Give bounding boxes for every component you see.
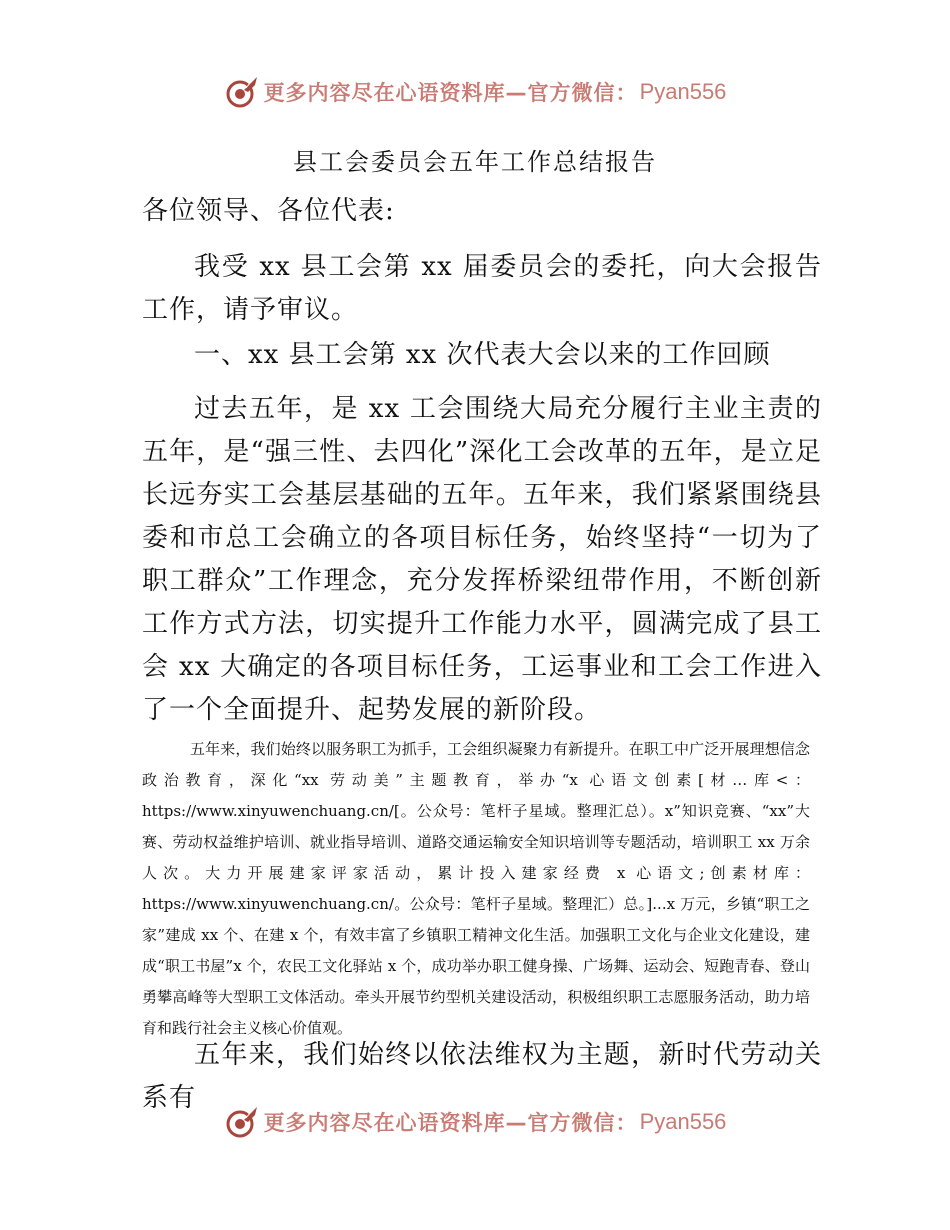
salutation: 各位领导、各位代表:: [142, 196, 395, 226]
paragraph-3: 五年来，我们始终以依法维权为主题，新时代劳动关系有: [142, 1040, 822, 1113]
document-title: 县工会委员会五年工作总结报告: [293, 148, 657, 176]
footer-banner: [0, 1100, 950, 1144]
quill-logo-icon: [224, 74, 260, 110]
paragraph-2: 五年来，我们始终以服务职工为抓手，工会组织凝聚力有新提升。在职工中广泛开展理想信念政治教育，深化“xx 劳动美”主题教育，举办“x 心语文创素[材…库<：https://www.xinyuwenchuang.cn/[。公众号：笔杆子星域。整理汇总）。x”知识竞赛、“xx”大赛、劳动权益维护培训、就业指导培训、道路交通运输安全知识培训等专题活动，培训职工 xx 万余人次。大力开展建家评家活动，累计投入建家经费 x 心语文;创素材库：https://www.xinyuwenchuang.cn/。公众号：笔杆子星域。整理汇）总。]...x 万元，乡镇“职工之家”建成 xx 个、在建 x 个，有效丰富了乡镇职工精神文化生活。加强职工文化与企业文化建设，建成“职工书屋”x 个，农民工文化驿站 x 个，成功举办职工健身操、广场舞、运动会、短跑青春、登山勇攀高峰等大型职工文体活动。牵头开展节约型机关建设活动，积极组织职工志愿服务活动，助力培育和践行社会主义核心价值观。: [142, 740, 810, 1037]
section-heading: 一、xx 县工会第 xx 次代表大会以来的工作回顾: [194, 340, 771, 370]
intro-paragraph: 我受 xx 县工会第 xx 届委员会的委托，向大会报告工作，请予审议。: [142, 252, 822, 325]
quill-logo-icon: [224, 1104, 260, 1140]
footer-banner-handle: Pyan556: [639, 1109, 727, 1134]
footer-banner-text: 更多内容尽在心语资料库—官方微信：: [263, 1111, 638, 1135]
header-banner-handle: Pyan556: [639, 79, 727, 104]
header-banner-text: 更多内容尽在心语资料库—官方微信：: [263, 81, 638, 105]
paragraph-1: 过去五年，是 xx 工会围绕大局充分履行主业主责的五年，是“强三性、去四化”深化工会改革的五年，是立足长远夯实工会基层基础的五年。五年来，我们紧紧围绕县委和市总工会确立的各项目标任务，始终坚持“一切为了职工群众”工作理念，充分发挥桥梁纽带作用，不断创新工作方式方法，切实提升工作能力水平，圆满完成了县工会 xx 大确定的各项目标任务，工运事业和工会工作进入了一个全面提升、起势发展的新阶段。: [142, 394, 822, 725]
header-banner: [0, 70, 950, 114]
